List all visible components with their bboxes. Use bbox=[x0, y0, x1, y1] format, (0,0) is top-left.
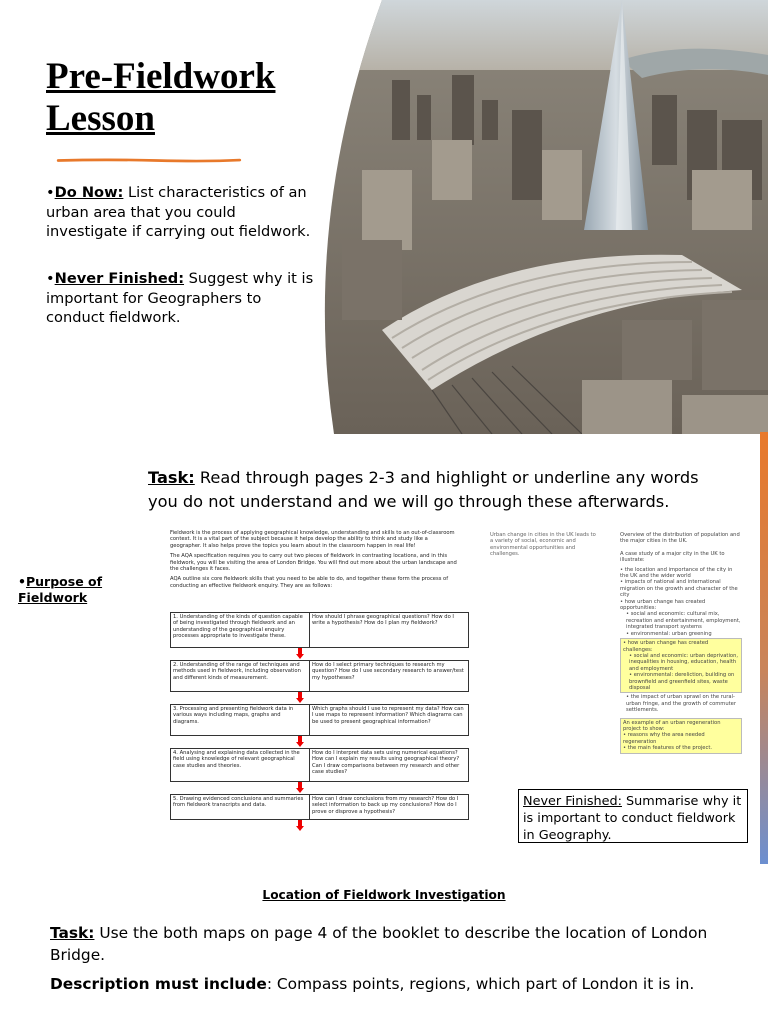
do-now-text: List characteristics of an urban area that you could investigate if carrying out fieldwork. bbox=[46, 184, 311, 241]
flow-arrow-icon bbox=[296, 648, 304, 659]
never-finished-prompt: •Never Finished: Suggest why it is important for Geographers to conduct fieldwork. bbox=[46, 270, 314, 327]
never-finished-text: Summarise why it is important to conduct fieldwork in Geography. bbox=[523, 794, 742, 843]
flow-skill: 1. Understanding of the kinds of question capable of being investigated through fieldwork and an understanding of the geographical enquiry processes appropriate to investigate these. bbox=[171, 613, 310, 647]
spec-bullet: • impacts of national and international migration on the growth and character of the city bbox=[620, 579, 738, 599]
spec-example-highlight: An example of an urban regeneration project to show: • reasons why the area needed regeneration • the main features of the project. bbox=[620, 718, 742, 754]
description-requirements bbox=[50, 973, 750, 995]
flow-row bbox=[170, 794, 469, 820]
flow-question: Which graphs should I use to represent my data? How can I use maps to represent information? Which diagrams can be used to present geographical information? bbox=[312, 706, 464, 725]
never-finished-box bbox=[518, 789, 748, 843]
never-finished-label: Never Finished: bbox=[54, 270, 185, 287]
task-text: Read through pages 2-3 and highlight or underline any words you do not understand and we will go through these afterwards. bbox=[148, 468, 699, 511]
flow-row bbox=[170, 660, 469, 692]
purpose-line-1: Purpose of bbox=[26, 574, 103, 589]
spec-bullet: • how urban change has created opportunities: bbox=[620, 598, 706, 612]
purpose-line-2: Fieldwork bbox=[18, 590, 88, 605]
london-bridge-aerial-photo bbox=[322, 0, 768, 434]
spec-case-study: A case study of a major city in the UK to illustrate: bbox=[620, 550, 725, 564]
accent-brush-line bbox=[38, 158, 260, 163]
flow-arrow-icon bbox=[296, 782, 304, 793]
task-label: Task: bbox=[148, 468, 195, 487]
spec-bullet: • the impact of urban sprawl on the rural-urban fringe, and the growth of commuter settlements. bbox=[626, 694, 736, 714]
booklet-paragraph: Fieldwork is the process of applying geographical knowledge, understanding and skills to an out-of-classroom context. It is a vital part of the subject because it helps develop the ability to think and study like a geographer. It also helps prove the topics you learn about in the classroom happen in real life! bbox=[170, 530, 455, 549]
flow-skill: 4. Analysing and explaining data collected in the field using knowledge of relevant geographical case studies and theories. bbox=[171, 749, 310, 781]
title-line-1: Pre-Fieldwork bbox=[46, 56, 276, 97]
spec-bullet: • environmental: urban greening bbox=[626, 630, 712, 637]
spec-left-text: Urban change in cities in the UK leads to a variety of social, economic and environmental opportunities and challenges. bbox=[490, 532, 596, 558]
flow-skill: 2. Understanding of the range of techniques and methods used in fieldwork, including observation and different kinds of measurement. bbox=[171, 661, 310, 691]
spec-bullet: • the location and importance of the city in the UK and the wider world bbox=[620, 566, 733, 580]
flow-row bbox=[170, 748, 469, 782]
flow-arrow-icon bbox=[296, 820, 304, 831]
flow-question: How can I draw conclusions from my research? How do I select information to back up my conclusions? How do I prove or disprove a hypothesis? bbox=[312, 796, 459, 815]
specification-excerpt bbox=[490, 532, 758, 782]
never-finished-label: Never Finished: bbox=[523, 794, 622, 809]
flow-skill: 3. Processing and presenting fieldwork data in various ways including maps, graphs and diagrams. bbox=[171, 705, 310, 735]
spec-right-column bbox=[620, 532, 742, 755]
description-label: Description must include bbox=[50, 975, 267, 993]
booklet-paragraph: The AQA specification requires you to carry out two pieces of fieldwork in contrasting locations, and in this fieldwork, you will be visiting the area of London Bridge. You will find out more about the urban landscape and the challenges it faces. bbox=[170, 553, 457, 573]
do-now-label: Do Now: bbox=[54, 184, 124, 201]
spec-intro: Overview of the distribution of population and the major cities in the UK. bbox=[620, 532, 740, 545]
flow-row bbox=[170, 612, 469, 648]
booklet-page-excerpt bbox=[170, 530, 470, 830]
task-text: Use the both maps on page 4 of the booklet to describe the location of London Bridge. bbox=[50, 924, 708, 964]
flow-row bbox=[170, 704, 469, 736]
title-line-2: Lesson bbox=[46, 98, 155, 139]
flow-arrow-icon bbox=[296, 692, 304, 703]
flow-arrow-icon bbox=[296, 736, 304, 747]
booklet-paragraph: AQA outline six core fieldwork skills that you need to be able to do, and together these form the process of conducting an effective fieldwork enquiry. They are as follows: bbox=[170, 576, 449, 589]
flow-question: How should I phrase geographical questions? How do I write a hypothesis? How do I plan my fieldwork? bbox=[312, 614, 454, 627]
spec-bullet: • social and economic: cultural mix, recreation and entertainment, employment, integrated transport systems bbox=[626, 611, 741, 631]
flow-question: How do I interpret data sets using numerical equations? How can I explain my results using geographical theory? Can I draw comparisons between my research and other case studies? bbox=[312, 750, 460, 776]
accent-sidebar-bar bbox=[760, 432, 768, 864]
task-describe-location bbox=[50, 922, 730, 966]
do-now-prompt: •Do Now: List characteristics of an urban area that you could investigate if carrying out fieldwork. bbox=[46, 184, 311, 241]
location-section-title: Location of Fieldwork Investigation bbox=[262, 888, 506, 902]
flow-skill: 5. Drawing evidenced conclusions and summaries from fieldwork transcripts and data. bbox=[171, 795, 310, 819]
task-read-pages bbox=[148, 466, 728, 514]
task-label: Task: bbox=[50, 924, 95, 942]
never-finished-text: Suggest why it is important for Geographers to conduct fieldwork. bbox=[46, 270, 314, 327]
flow-question: How do I select primary techniques to research my question? How do I use secondary research to answer/test my hypotheses? bbox=[312, 662, 464, 681]
spec-highlight: • how urban change has created challenges: • social and economic: urban deprivation, inequalities in housing, education, health and employment • environmental: dereliction, building on brownfield and greenfield sites, waste disposal bbox=[620, 638, 742, 693]
purpose-of-fieldwork-heading: •Purpose of Fieldwork bbox=[18, 574, 103, 605]
page-title bbox=[46, 56, 275, 140]
description-text: : Compass points, regions, which part of London it is in. bbox=[266, 975, 695, 993]
